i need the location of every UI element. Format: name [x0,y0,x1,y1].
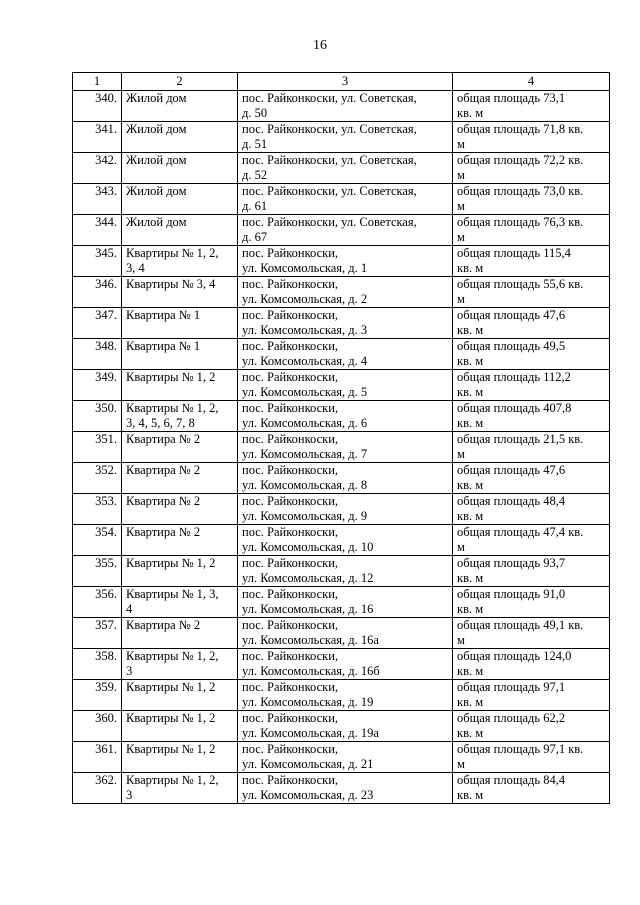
table-row [73,91,610,122]
area-cell [453,463,610,494]
address-cell-line: ул. Комсомольская, д. 21 [242,757,374,771]
object-name-cell-line: Квартиры № 3, 4 [126,277,216,291]
table-row [73,773,610,804]
area-cell [453,773,610,804]
address-cell-line: пос. Райконкоски, [242,432,339,446]
address-cell [238,432,453,463]
table-row [73,122,610,153]
area-cell [453,525,610,556]
area-cell-line: м [457,199,465,213]
area-cell-line: м [457,447,465,461]
page-number: 16 [313,38,327,53]
address-cell [238,339,453,370]
address-cell-line: пос. Райконкоски, [242,711,339,725]
row-number-cell: 340. [73,91,122,122]
area-cell [453,401,610,432]
area-cell-line: общая площадь 76,3 кв. [457,215,584,229]
area-cell-line: м [457,292,465,306]
object-name-cell [122,184,238,215]
object-name-cell-line: Квартиры № 1, 2 [126,556,216,570]
area-cell-line: общая площадь 47,6 [457,308,566,322]
area-cell-line: общая площадь 55,6 кв. [457,277,584,291]
row-number-cell: 351. [73,432,122,463]
table-row [73,587,610,618]
column-header-2: 2 [122,73,238,91]
area-cell-line: м [457,137,465,151]
address-cell-line: ул. Комсомольская, д. 12 [242,571,374,585]
object-name-cell-line: 3 [126,788,133,802]
row-number-cell: 344. [73,215,122,246]
row-number-cell: 346. [73,277,122,308]
area-cell [453,246,610,277]
table-row [73,184,610,215]
table-row [73,649,610,680]
object-name-cell [122,153,238,184]
area-cell-line: общая площадь 93,7 [457,556,566,570]
area-cell-line: кв. м [457,664,484,678]
address-cell-line: пос. Райконкоски, ул. Советская, [242,184,417,198]
area-cell-line: общая площадь 72,2 кв. [457,153,584,167]
object-name-cell-line: Квартира № 2 [126,494,201,508]
address-cell [238,308,453,339]
area-cell [453,91,610,122]
address-cell-line: д. 61 [242,199,268,213]
area-cell-line: общая площадь 73,1 [457,91,566,105]
table-row [73,525,610,556]
address-cell-line: пос. Райконкоски, [242,308,339,322]
address-cell-line: пос. Райконкоски, [242,246,339,260]
address-cell-line: ул. Комсомольская, д. 16б [242,664,380,678]
address-cell-line: д. 67 [242,230,268,244]
object-name-cell-line: Квартира № 2 [126,618,201,632]
area-cell-line: кв. м [457,602,484,616]
column-number-row [73,73,610,91]
address-cell-line: пос. Райконкоски, [242,556,339,570]
row-number-cell: 359. [73,680,122,711]
object-name-cell-line: 3, 4, 5, 6, 7, 8 [126,416,195,430]
row-number-cell: 353. [73,494,122,525]
table-row [73,401,610,432]
area-cell-line: общая площадь 112,2 [457,370,571,384]
address-cell-line: ул. Комсомольская, д. 6 [242,416,368,430]
area-cell-line: общая площадь 97,1 кв. [457,742,584,756]
row-number-cell: 350. [73,401,122,432]
address-cell-line: пос. Райконкоски, [242,742,339,756]
address-cell-line: пос. Райконкоски, [242,277,339,291]
area-cell-line: м [457,168,465,182]
address-cell [238,711,453,742]
area-cell-line: общая площадь 115,4 [457,246,571,260]
row-number-cell: 354. [73,525,122,556]
address-cell-line: пос. Райконкоски, [242,525,339,539]
table-row [73,463,610,494]
address-cell [238,401,453,432]
row-number-cell: 343. [73,184,122,215]
area-cell [453,432,610,463]
address-cell-line: пос. Райконкоски, ул. Советская, [242,215,417,229]
area-cell-line: кв. м [457,509,484,523]
row-number-cell: 345. [73,246,122,277]
row-number-cell: 357. [73,618,122,649]
address-cell [238,649,453,680]
address-cell [238,277,453,308]
object-name-cell [122,556,238,587]
address-cell [238,184,453,215]
area-cell [453,742,610,773]
object-name-cell-line: Квартиры № 1, 2 [126,711,216,725]
property-register-table [72,72,610,804]
address-cell-line: ул. Комсомольская, д. 16а [242,633,379,647]
column-header-4: 4 [453,73,610,91]
row-number-cell: 358. [73,649,122,680]
address-cell-line: ул. Комсомольская, д. 5 [242,385,368,399]
address-cell-line: пос. Райконкоски, [242,370,339,384]
row-number-cell: 348. [73,339,122,370]
address-cell-line: пос. Райконкоски, [242,680,339,694]
table-row [73,432,610,463]
object-name-cell-line: Жилой дом [126,184,187,198]
object-name-cell-line: Квартира № 2 [126,525,201,539]
object-name-cell [122,339,238,370]
address-cell [238,773,453,804]
area-cell-line: общая площадь 91,0 [457,587,566,601]
object-name-cell-line: Квартиры № 1, 2, [126,649,219,663]
column-header-3: 3 [238,73,453,91]
area-cell-line: общая площадь 47,6 [457,463,566,477]
area-cell-line: кв. м [457,788,484,802]
object-name-cell-line: Жилой дом [126,91,187,105]
address-cell [238,587,453,618]
address-cell-line: ул. Комсомольская, д. 19 [242,695,374,709]
area-cell [453,153,610,184]
address-cell-line: пос. Райконкоски, [242,649,339,663]
area-cell-line: кв. м [457,385,484,399]
table-row [73,680,610,711]
address-cell-line: д. 52 [242,168,268,182]
address-cell [238,680,453,711]
address-cell-line: ул. Комсомольская, д. 23 [242,788,374,802]
area-cell-line: кв. м [457,571,484,585]
address-cell [238,525,453,556]
table-row [73,153,610,184]
area-cell [453,618,610,649]
object-name-cell-line: Квартиры № 1, 2 [126,370,216,384]
row-number-cell: 349. [73,370,122,401]
area-cell [453,308,610,339]
address-cell [238,494,453,525]
object-name-cell [122,742,238,773]
object-name-cell-line: Жилой дом [126,153,187,167]
row-number-cell: 360. [73,711,122,742]
address-cell [238,618,453,649]
table-row [73,742,610,773]
object-name-cell [122,401,238,432]
table-row [73,277,610,308]
object-name-cell [122,711,238,742]
area-cell [453,556,610,587]
address-cell [238,153,453,184]
address-cell-line: ул. Комсомольская, д. 19а [242,726,379,740]
row-number-cell: 347. [73,308,122,339]
area-cell-line: общая площадь 62,2 [457,711,566,725]
table-row [73,370,610,401]
area-cell [453,711,610,742]
area-cell [453,680,610,711]
address-cell-line: ул. Комсомольская, д. 16 [242,602,374,616]
address-cell [238,370,453,401]
address-cell-line: ул. Комсомольская, д. 8 [242,478,368,492]
object-name-cell-line: Квартиры № 1, 3, [126,587,219,601]
area-cell [453,339,610,370]
address-cell-line: пос. Райконкоски, [242,401,339,415]
area-cell [453,494,610,525]
object-name-cell [122,587,238,618]
address-cell-line: пос. Райконкоски, [242,587,339,601]
table-row [73,215,610,246]
object-name-cell [122,463,238,494]
area-cell-line: общая площадь 124,0 [457,649,572,663]
area-cell-line: общая площадь 73,0 кв. [457,184,584,198]
area-cell-line: общая площадь 97,1 [457,680,566,694]
object-name-cell [122,618,238,649]
address-cell [238,742,453,773]
object-name-cell-line: Жилой дом [126,122,187,136]
row-number-cell: 352. [73,463,122,494]
object-name-cell [122,215,238,246]
area-cell-line: кв. м [457,323,484,337]
area-cell-line: общая площадь 48,4 [457,494,566,508]
object-name-cell-line: Квартиры № 1, 2 [126,680,216,694]
object-name-cell-line: Квартиры № 1, 2, [126,246,219,260]
object-name-cell [122,370,238,401]
object-name-cell-line: Квартиры № 1, 2, [126,401,219,415]
object-name-cell-line: 4 [126,602,133,616]
row-number-cell: 362. [73,773,122,804]
area-cell-line: общая площадь 407,8 [457,401,572,415]
object-name-cell [122,308,238,339]
object-name-cell-line: 3 [126,664,133,678]
area-cell-line: общая площадь 47,4 кв. [457,525,584,539]
area-cell-line: общая площадь 49,5 [457,339,566,353]
address-cell [238,122,453,153]
table-row [73,494,610,525]
address-cell [238,463,453,494]
table-row [73,618,610,649]
address-cell-line: ул. Комсомольская, д. 9 [242,509,368,523]
area-cell-line: общая площадь 84,4 [457,773,566,787]
object-name-cell [122,246,238,277]
area-cell [453,215,610,246]
object-name-cell-line: Квартиры № 1, 2, [126,773,219,787]
area-cell-line: м [457,633,465,647]
object-name-cell [122,649,238,680]
address-cell-line: д. 50 [242,106,268,120]
address-cell-line: пос. Райконкоски, ул. Советская, [242,91,417,105]
object-name-cell-line: Квартира № 1 [126,308,201,322]
address-cell [238,91,453,122]
area-cell-line: кв. м [457,695,484,709]
area-cell-line: кв. м [457,354,484,368]
area-cell-line: общая площадь 21,5 кв. [457,432,584,446]
address-cell-line: пос. Райконкоски, [242,618,339,632]
area-cell-line: кв. м [457,478,484,492]
object-name-cell [122,773,238,804]
object-name-cell-line: Жилой дом [126,215,187,229]
address-cell [238,215,453,246]
area-cell [453,184,610,215]
address-cell [238,246,453,277]
row-number-cell: 341. [73,122,122,153]
column-header-1: 1 [73,73,122,91]
table-row [73,339,610,370]
area-cell-line: м [457,540,465,554]
object-name-cell-line: Квартира № 2 [126,463,201,477]
area-cell-line: кв. м [457,261,484,275]
address-cell-line: ул. Комсомольская, д. 2 [242,292,368,306]
row-number-cell: 342. [73,153,122,184]
area-cell-line: общая площадь 49,1 кв. [457,618,584,632]
address-cell-line: д. 51 [242,137,268,151]
address-cell-line: пос. Райконкоски, ул. Советская, [242,153,417,167]
row-number-cell: 355. [73,556,122,587]
table-row [73,308,610,339]
table-row [73,556,610,587]
object-name-cell [122,525,238,556]
address-cell-line: пос. Райконкоски, [242,463,339,477]
address-cell-line: ул. Комсомольская, д. 1 [242,261,368,275]
object-name-cell [122,432,238,463]
object-name-cell [122,277,238,308]
address-cell-line: пос. Райконкоски, [242,773,339,787]
object-name-cell [122,680,238,711]
area-cell-line: кв. м [457,416,484,430]
object-name-cell [122,122,238,153]
address-cell-line: пос. Райконкоски, [242,494,339,508]
object-name-cell-line: Квартира № 1 [126,339,201,353]
area-cell [453,370,610,401]
area-cell [453,277,610,308]
address-cell-line: пос. Райконкоски, ул. Советская, [242,122,417,136]
address-cell [238,556,453,587]
row-number-cell: 361. [73,742,122,773]
object-name-cell-line: 3, 4 [126,261,145,275]
object-name-cell-line: Квартира № 2 [126,432,201,446]
object-name-cell [122,494,238,525]
address-cell-line: ул. Комсомольская, д. 10 [242,540,374,554]
address-cell-line: ул. Комсомольская, д. 4 [242,354,368,368]
area-cell-line: кв. м [457,726,484,740]
area-cell-line: кв. м [457,106,484,120]
row-number-cell: 356. [73,587,122,618]
area-cell-line: м [457,757,465,771]
table-row [73,711,610,742]
table-body [73,73,610,804]
area-cell-line: м [457,230,465,244]
area-cell-line: общая площадь 71,8 кв. [457,122,584,136]
area-cell [453,587,610,618]
object-name-cell [122,91,238,122]
area-cell [453,649,610,680]
address-cell-line: ул. Комсомольская, д. 3 [242,323,368,337]
address-cell-line: пос. Райконкоски, [242,339,339,353]
address-cell-line: ул. Комсомольская, д. 7 [242,447,368,461]
area-cell [453,122,610,153]
object-name-cell-line: Квартиры № 1, 2 [126,742,216,756]
table-row [73,246,610,277]
